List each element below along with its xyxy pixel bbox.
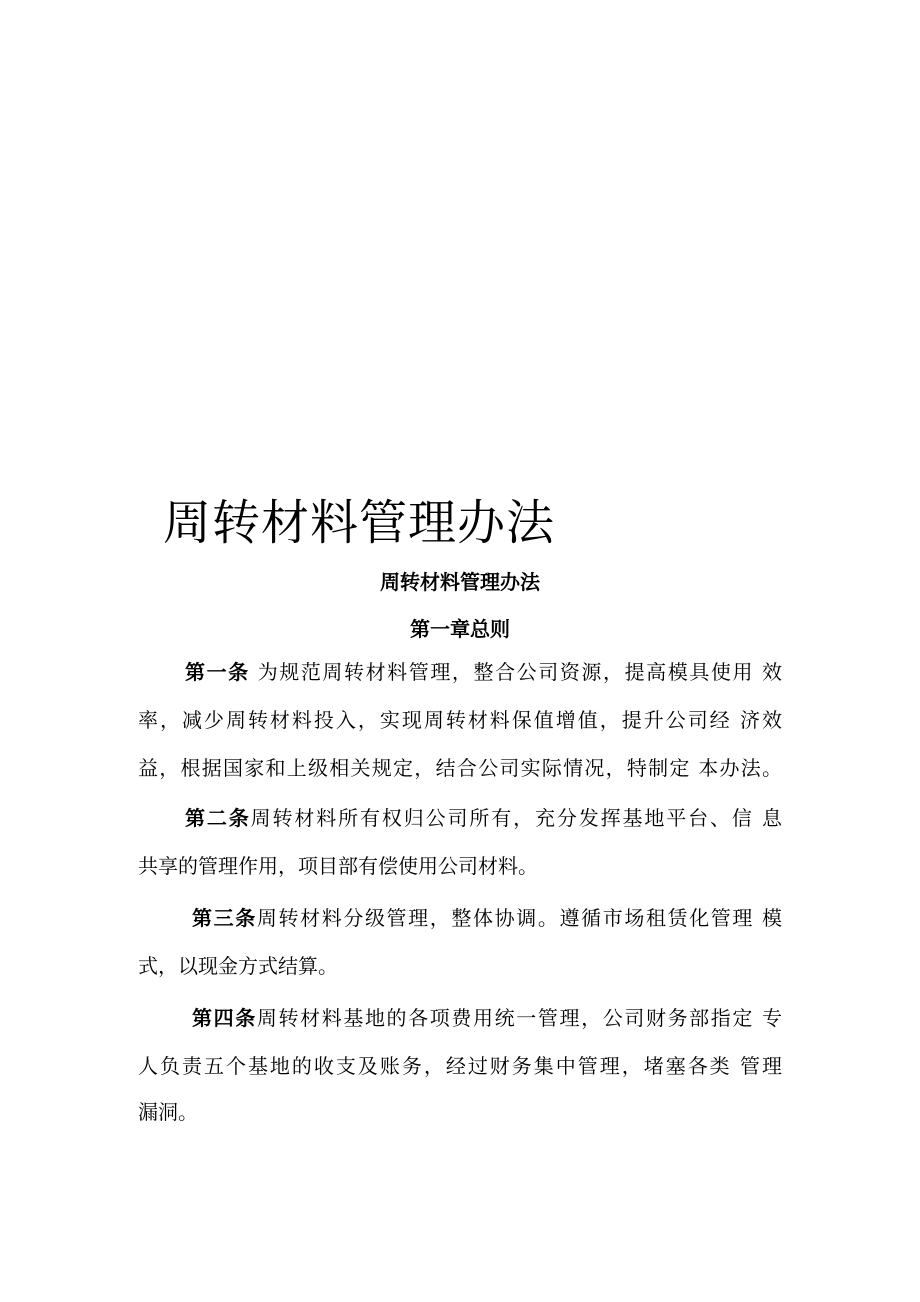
article-4-line-3: 漏洞。 [138, 1100, 198, 1124]
article-4-line-1: 第四条周转材料基地的各项费用统一管理，公司财务部指定 专 [192, 1006, 783, 1030]
chapter-title: 第一章总则 [410, 617, 510, 641]
article-1-line-2: 率，减少周转材料投入，实现周转材料保值增值，提升公司经 济效 [138, 708, 782, 732]
article-label: 第三条 [192, 906, 257, 930]
article-label: 第二条 [185, 806, 251, 830]
article-2-line-2: 共享的管理作用，项目部有偿使用公司材料。 [138, 854, 538, 878]
article-3-line-2: 式，以现金方式结算。 [138, 954, 338, 978]
document-title: 周转材料管理办法 [380, 570, 540, 594]
article-label: 第一条 [185, 660, 250, 684]
article-label: 第四条 [192, 1006, 257, 1030]
cover-title: 周转材料管理办法 [163, 495, 556, 551]
article-2-line-1: 第二条周转材料所有权归公司所有，充分发挥基地平台、信 息 [185, 806, 783, 830]
article-1-line-3: 益，根据国家和上级相关规定，结合公司实际情况，特制定 本办法。 [138, 756, 782, 780]
article-1-line-1: 第一条 为规范周转材料管理，整合公司资源，提高模具使用 效 [185, 660, 783, 684]
article-4-line-2: 人负责五个基地的收支及账务，经过财务集中管理，堵塞各类 管理 [138, 1054, 782, 1078]
article-3-line-1: 第三条周转材料分级管理，整体协调。遵循市场租赁化管理 模 [192, 906, 783, 930]
